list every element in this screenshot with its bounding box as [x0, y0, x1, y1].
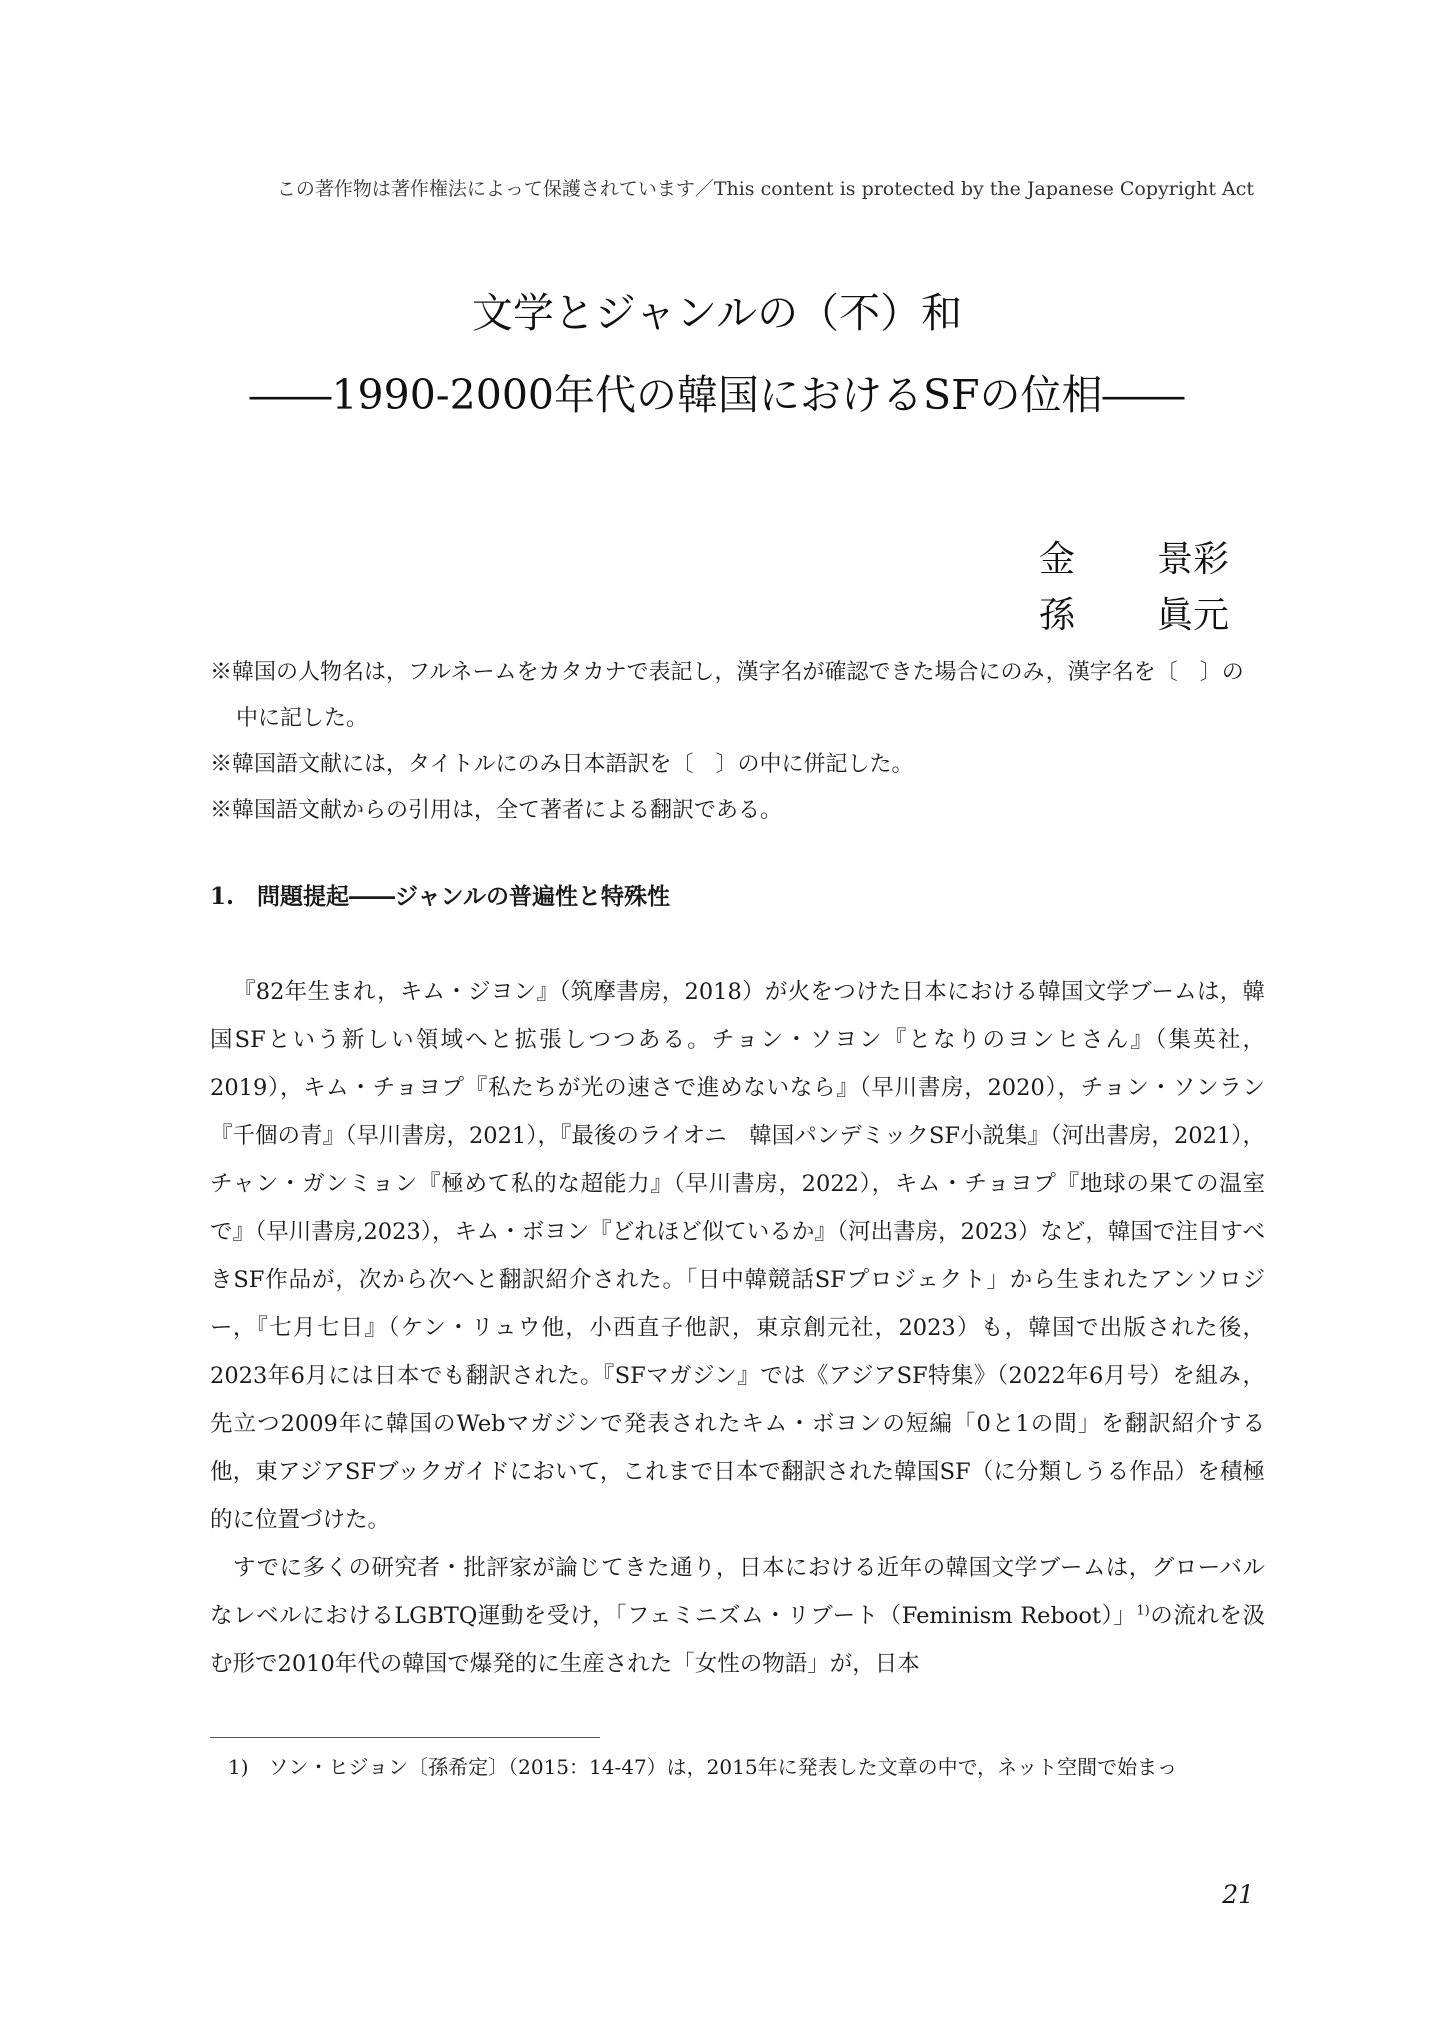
author-given-name: 眞元	[1156, 595, 1229, 636]
editorial-notes	[210, 650, 1260, 834]
author	[1039, 532, 1229, 588]
section-heading: 1. 問題提起――ジャンルの普遍性と特殊性	[210, 883, 670, 910]
paragraph	[210, 1544, 1265, 1688]
paragraph-text: すでに多くの研究者・批評家が論じてきた通り，日本における近年の韓国文学ブームは，グローバルなレベルにおけるLGBTQ運動を受け，「フェミニズム・リブート（Feminism Reboot）」	[210, 1555, 1265, 1629]
paper-subtitle: ――1990-2000年代の韓国におけるSFの位相――	[249, 371, 1185, 419]
footnote-divider	[210, 1737, 600, 1738]
copyright-notice: この著作物は著作権法によって保護されています／This content is protected by the Japanese Copyright Act	[276, 178, 1254, 200]
paragraph: 『82年生まれ，キム・ジヨン』（筑摩書房，2018）が火をつけた日本における韓国文学ブームは，韓国SFという新しい領域へと拡張しつつある。チョン・ソヨン『となりのヨンヒさん』（集英社，2019），キム・チョヨプ『私たちが光の速さで進めないなら』（早川書房，2020），チョン・ソンラン『千個の青』（早川書房，2021），『最後のライオニ 韓国パンデミックSF小説集』（河出書房，2021），チャン・ガンミョン『極めて私的な超能力』（早川書房，2022），キム・チョヨプ『地球の果ての温室で』（早川書房,2023），キム・ボヨン『どれほど似ているか』（河出書房，2023）など，韓国で注目すべきSF作品が，次から次へと翻訳紹介された。「日中韓競話SFプロジェクト」から生まれたアンソロジー，『七月七日』（ケン・リュウ他，小西直子他訳，東京創元社，2023）も，韓国で出版された後，2023年6月には日本でも翻訳された。『SFマガジン』では《アジアSF特集》（2022年6月号）を組み，先立つ2009年に韓国のWebマガジンで発表されたキム・ボヨンの短編「0と1の間」を翻訳紹介する他，東アジアSFブックガイドにおいて，これまで日本で翻訳された韓国SF（に分類しうる作品）を積極的に位置づけた。	[210, 979, 1265, 1533]
page-number: 21	[1222, 1880, 1254, 1909]
footnote: 1) ソン・ヒジョン〔孫希定〕（2015：14-47）は，2015年に発表した文章の中で，ネット空間で始まっ	[228, 1755, 1178, 1779]
footnote-reference[interactable]: 1)	[1136, 1603, 1150, 1619]
author-list	[1039, 532, 1229, 644]
paragraph-text: の流れを汲む形で2010年代の韓国で爆発的に生産された「女性の物語」が，日本	[210, 1603, 1265, 1677]
paper-title: 文学とジャンルの（不）和	[471, 289, 963, 337]
author-given-name: 景彩	[1156, 539, 1229, 580]
author-family-name: 孫	[1039, 595, 1076, 636]
editorial-note: ※韓国の人物名は，フルネームをカタカナで表記し，漢字名が確認できた場合にのみ，漢字名を〔 〕の中に記した。	[210, 660, 1244, 731]
editorial-note: ※韓国語文献からの引用は，全て著者による翻訳である。	[210, 798, 783, 823]
editorial-note: ※韓国語文献には，タイトルにのみ日本語訳を〔 〕の中に併記した。	[210, 752, 914, 777]
author-family-name: 金	[1039, 539, 1076, 580]
author	[1039, 588, 1229, 644]
body-text	[210, 968, 1265, 1688]
